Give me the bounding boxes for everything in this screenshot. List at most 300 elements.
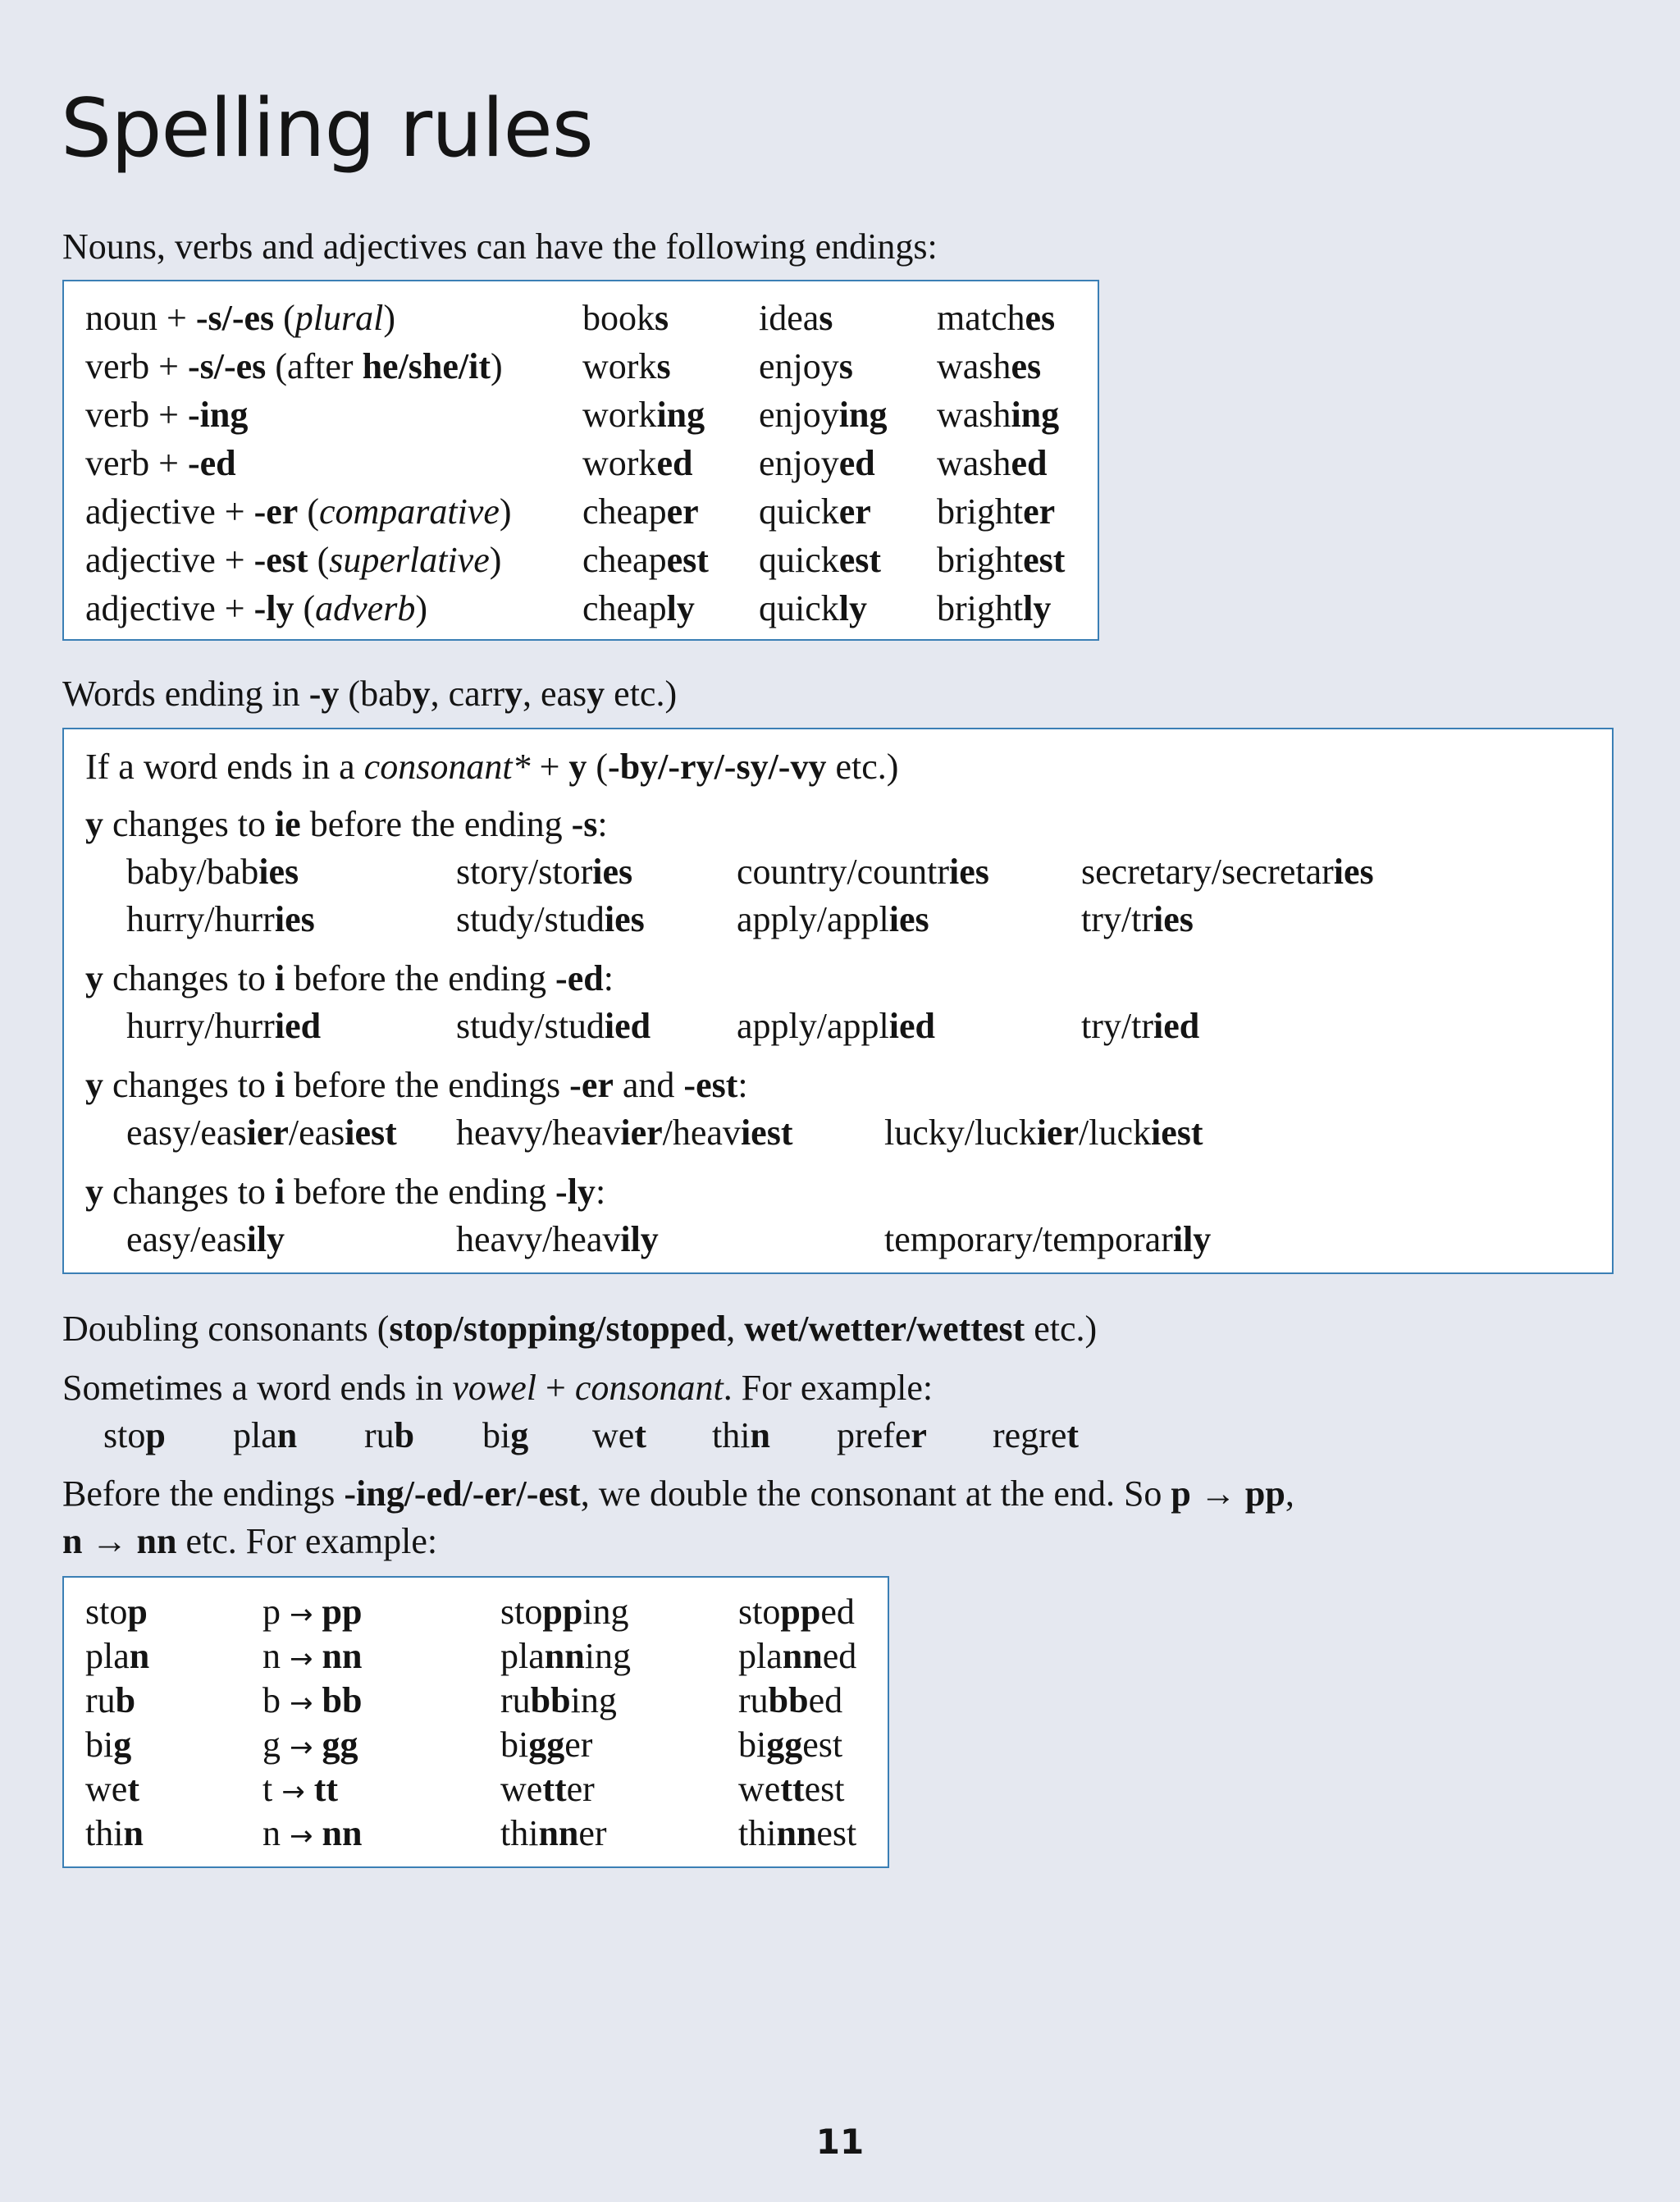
y-box-intro-part: y bbox=[568, 747, 587, 787]
double-form-1-part: ing bbox=[584, 1636, 631, 1676]
ending-example-part: er bbox=[1023, 491, 1056, 532]
ies-example bbox=[737, 849, 989, 895]
ies-example-part: ies bbox=[274, 899, 315, 939]
ending-example-part: cheap bbox=[582, 491, 667, 532]
arrow-icon: → bbox=[290, 1598, 313, 1631]
ending-example bbox=[582, 295, 669, 341]
example-word-part: b bbox=[394, 1415, 415, 1455]
ies-example-part: ies bbox=[949, 852, 989, 892]
single-letter: b bbox=[262, 1680, 281, 1720]
double-form-2-part: bi bbox=[738, 1725, 767, 1765]
rule-ier-iest-part: changes to bbox=[103, 1065, 275, 1105]
ies-example bbox=[456, 849, 632, 895]
ending-example bbox=[759, 441, 875, 487]
double-form-1-part: nn bbox=[538, 1813, 579, 1853]
page-number: 11 bbox=[815, 2122, 865, 2162]
double-form-1-part: er bbox=[566, 1769, 595, 1809]
doubling-explain-part: → bbox=[1190, 1473, 1245, 1514]
ies-example-part: baby/bab bbox=[126, 852, 259, 892]
ies-example bbox=[737, 897, 929, 943]
ending-example bbox=[937, 295, 1055, 341]
double-form-1-part: we bbox=[500, 1769, 543, 1809]
y-heading-part: y bbox=[504, 674, 523, 714]
ending-example-part: s bbox=[656, 346, 671, 386]
ending-rule-part: ) bbox=[383, 298, 396, 338]
ier-iest-example-part: ier bbox=[620, 1112, 663, 1153]
ending-example-part: ly bbox=[666, 588, 695, 628]
y-section-heading bbox=[62, 671, 677, 717]
ied-example-part: hurry/hurr bbox=[126, 1006, 275, 1046]
ied-example bbox=[456, 1003, 651, 1049]
ily-example-part: ily bbox=[246, 1219, 285, 1259]
doubling-intro-part: Sometimes a word ends in bbox=[62, 1368, 453, 1408]
ending-example bbox=[759, 489, 871, 535]
doubling-explain-part: p bbox=[1171, 1473, 1191, 1514]
y-heading-part: -y bbox=[308, 674, 340, 714]
y-box-intro-part: consonant* bbox=[363, 747, 531, 787]
y-box-intro-part: + bbox=[530, 747, 569, 787]
doubling-explain-part: etc. For example: bbox=[176, 1521, 438, 1561]
ending-rule-part: verb + bbox=[85, 443, 188, 483]
double-form-1 bbox=[500, 1811, 607, 1857]
ending-example bbox=[759, 537, 881, 583]
rule-ies-part: ie bbox=[274, 804, 301, 844]
rule-ier-iest-part: : bbox=[737, 1065, 748, 1105]
doubling-word-list bbox=[0, 1413, 1680, 1459]
doubling-heading-part: wet/wetter/wettest bbox=[744, 1309, 1025, 1349]
double-form-1-part: er bbox=[578, 1813, 607, 1853]
arrow-icon: → bbox=[290, 1687, 313, 1720]
y-heading-part: , eas bbox=[522, 674, 587, 714]
ies-example bbox=[456, 897, 645, 943]
page-title: Spelling rules bbox=[61, 82, 593, 176]
double-form-1-part: ing bbox=[570, 1680, 617, 1720]
example-word-part: we bbox=[592, 1415, 635, 1455]
ending-rule-part: ( bbox=[308, 540, 330, 580]
double-form-1-part: nn bbox=[544, 1636, 585, 1676]
double-consonant bbox=[262, 1722, 358, 1770]
double-base-word bbox=[85, 1589, 148, 1635]
ending-example bbox=[582, 392, 705, 438]
double-form-1 bbox=[500, 1633, 631, 1679]
double-form-1 bbox=[500, 1589, 629, 1635]
doubling-explain-part: nn bbox=[136, 1521, 177, 1561]
ending-example-part: es bbox=[1025, 298, 1056, 338]
doubling-explain-part: -ing/-ed/-er/-est bbox=[344, 1473, 581, 1514]
double-form-2 bbox=[738, 1722, 842, 1768]
double-form-2-part: est bbox=[816, 1813, 857, 1853]
ending-example-part: enjoy bbox=[759, 346, 839, 386]
ending-rule-part: verb + bbox=[85, 395, 188, 435]
double-base-word bbox=[85, 1633, 149, 1679]
ies-example-part: country/countr bbox=[737, 852, 950, 892]
example-word-part: regre bbox=[993, 1415, 1067, 1455]
double-form-2-part: thi bbox=[738, 1813, 777, 1853]
ily-example-part: ily bbox=[1172, 1219, 1212, 1259]
double-consonant bbox=[262, 1678, 362, 1726]
double-form-2 bbox=[738, 1766, 845, 1812]
ending-example-part: bright bbox=[937, 540, 1024, 580]
ies-example-part: ies bbox=[604, 899, 645, 939]
ending-rule bbox=[85, 537, 501, 583]
ending-example-part: er bbox=[666, 491, 699, 532]
endings-table bbox=[62, 280, 1099, 641]
doubled-letters: nn bbox=[322, 1636, 363, 1676]
intro-text: Nouns, verbs and adjectives can have the following endings: bbox=[62, 226, 938, 267]
example-word bbox=[837, 1413, 927, 1459]
ending-rule bbox=[85, 344, 503, 390]
ending-rule-part: adjective + bbox=[85, 588, 254, 628]
ending-example bbox=[937, 344, 1041, 390]
ies-example-part: ies bbox=[1333, 852, 1374, 892]
ies-example-part: ies bbox=[592, 852, 633, 892]
doubling-heading-part: stop/stopping/stopped bbox=[389, 1309, 727, 1349]
rule-ily-part: changes to bbox=[103, 1172, 275, 1212]
double-base-word-part: bi bbox=[85, 1725, 114, 1765]
double-form-1-part: er bbox=[564, 1725, 593, 1765]
y-heading-part: Words ending in bbox=[62, 674, 309, 714]
ending-example bbox=[759, 392, 887, 438]
ier-iest-example-part: easy/eas bbox=[126, 1112, 247, 1153]
ending-example-part: ed bbox=[1011, 443, 1048, 483]
y-box-intro-part: ( bbox=[587, 747, 609, 787]
ending-example-part: work bbox=[582, 443, 657, 483]
example-word bbox=[103, 1413, 166, 1459]
ending-rule-part: ) bbox=[415, 588, 427, 628]
double-form-2-part: ed bbox=[822, 1636, 857, 1676]
ending-example-part: quick bbox=[759, 491, 839, 532]
doubling-explain-part: , bbox=[1285, 1473, 1294, 1514]
rule-ied-part: changes to bbox=[103, 958, 275, 998]
double-form-1 bbox=[500, 1678, 617, 1724]
ending-example-part: er bbox=[838, 491, 871, 532]
ending-rule-part: noun + bbox=[85, 298, 196, 338]
ending-example-part: es bbox=[1011, 346, 1042, 386]
ending-rule-part: adjective + bbox=[85, 540, 254, 580]
ending-example-part: match bbox=[937, 298, 1025, 338]
ending-example-part: s bbox=[838, 346, 853, 386]
ending-example bbox=[937, 489, 1055, 535]
ending-rule-part: -est bbox=[253, 540, 308, 580]
ending-example-part: idea bbox=[759, 298, 819, 338]
ending-rule bbox=[85, 489, 512, 535]
ending-rule-part: he/she/it bbox=[362, 346, 491, 386]
ending-example-part: work bbox=[582, 346, 657, 386]
arrow-icon: → bbox=[290, 1642, 313, 1675]
doubling-heading-part: , bbox=[726, 1309, 745, 1349]
y-heading-part: , carr bbox=[430, 674, 504, 714]
rule-ier-iest bbox=[85, 1062, 748, 1108]
example-word bbox=[993, 1413, 1079, 1459]
ied-example-part: try/tr bbox=[1081, 1006, 1153, 1046]
doubling-intro bbox=[62, 1365, 933, 1411]
ending-rule-part: ( bbox=[298, 491, 319, 532]
rule-ies-part: y bbox=[85, 804, 103, 844]
double-base-word bbox=[85, 1722, 131, 1768]
ily-example-part: easy/eas bbox=[126, 1219, 247, 1259]
double-form-1-part: bi bbox=[500, 1725, 529, 1765]
example-word bbox=[233, 1413, 297, 1459]
ending-example-part: ing bbox=[656, 395, 705, 435]
double-consonant bbox=[262, 1811, 362, 1859]
ending-example bbox=[759, 344, 853, 390]
doubled-letters: gg bbox=[322, 1725, 358, 1765]
ied-example bbox=[126, 1003, 321, 1049]
double-consonant bbox=[262, 1589, 362, 1638]
ily-example-part: ily bbox=[620, 1219, 659, 1259]
double-base-word-part: pla bbox=[85, 1636, 130, 1676]
rule-ier-iest-part: y bbox=[85, 1065, 103, 1105]
ending-example-part: s bbox=[819, 298, 833, 338]
ies-example-part: story/stor bbox=[456, 852, 593, 892]
example-word-part: prefe bbox=[837, 1415, 911, 1455]
ily-example bbox=[884, 1217, 1211, 1263]
double-form-1-part: gg bbox=[528, 1725, 565, 1765]
double-form-1-part: ru bbox=[500, 1680, 531, 1720]
double-form-1-part: ing bbox=[582, 1592, 629, 1632]
doubling-heading-part: Doubling consonants ( bbox=[62, 1309, 390, 1349]
rule-ily-part: -ly bbox=[555, 1172, 596, 1212]
single-letter: p bbox=[262, 1592, 281, 1632]
double-form-2-part: gg bbox=[766, 1725, 803, 1765]
ending-example-part: est bbox=[666, 540, 709, 580]
ier-iest-example bbox=[456, 1110, 792, 1156]
doubling-intro-part: . For example: bbox=[723, 1368, 934, 1408]
ending-rule-part: adjective + bbox=[85, 491, 254, 532]
double-form-2-part: ed bbox=[820, 1592, 855, 1632]
doubling-heading bbox=[62, 1306, 1097, 1352]
example-word bbox=[364, 1413, 414, 1459]
example-word-part: t bbox=[634, 1415, 646, 1455]
double-base-word-part: p bbox=[127, 1592, 148, 1632]
ier-iest-example-part: iest bbox=[345, 1112, 397, 1153]
double-form-2-part: we bbox=[738, 1769, 781, 1809]
y-box-intro-part: -by/-ry/-sy/-vy bbox=[608, 747, 827, 787]
example-word-part: p bbox=[145, 1415, 166, 1455]
double-consonant bbox=[262, 1633, 362, 1682]
rule-ier-iest-part: i bbox=[274, 1065, 285, 1105]
doubling-explain-part: , we double the consonant at the end. So bbox=[580, 1473, 1171, 1514]
doubling-explain-line1 bbox=[62, 1471, 1294, 1517]
ied-example-part: ied bbox=[888, 1006, 935, 1046]
ending-rule-part: ) bbox=[499, 491, 512, 532]
double-base-word bbox=[85, 1811, 144, 1857]
ending-example-part: wash bbox=[937, 395, 1011, 435]
double-form-1-part: bb bbox=[530, 1680, 571, 1720]
ies-example bbox=[126, 849, 299, 895]
example-word-part: t bbox=[1066, 1415, 1080, 1455]
ending-rule bbox=[85, 295, 395, 341]
ending-example-part: quick bbox=[759, 588, 839, 628]
ending-rule-part: comparative bbox=[318, 491, 500, 532]
rule-ily-part: i bbox=[274, 1172, 285, 1212]
double-form-2-part: pla bbox=[738, 1636, 783, 1676]
rule-ies-part: : bbox=[597, 804, 608, 844]
rule-ies-part: before the ending bbox=[300, 804, 572, 844]
ending-rule-part: ( bbox=[294, 588, 316, 628]
double-form-2 bbox=[738, 1589, 855, 1635]
doubling-table bbox=[62, 1576, 889, 1868]
double-form-2-part: ed bbox=[808, 1680, 843, 1720]
ier-iest-example-part: /eas bbox=[288, 1112, 345, 1153]
ending-rule-part: ( bbox=[274, 298, 295, 338]
ies-example-part: ies bbox=[888, 899, 929, 939]
ied-example-part: ied bbox=[274, 1006, 322, 1046]
rule-ied-part: : bbox=[603, 958, 614, 998]
double-base-word-part: thi bbox=[85, 1813, 124, 1853]
double-form-2-part: sto bbox=[738, 1592, 781, 1632]
doubling-explain-part: → bbox=[82, 1521, 137, 1561]
doubled-letters: bb bbox=[322, 1680, 363, 1720]
double-base-word-part: n bbox=[123, 1813, 144, 1853]
double-base-word-part: t bbox=[127, 1769, 139, 1809]
double-form-1 bbox=[500, 1766, 595, 1812]
ending-rule-part: (after bbox=[266, 346, 363, 386]
y-box-intro-part: If a word ends in a bbox=[85, 747, 364, 787]
arrow-icon: → bbox=[290, 1731, 313, 1764]
double-base-word-part: n bbox=[129, 1636, 150, 1676]
y-box-intro-part: etc.) bbox=[826, 747, 899, 787]
example-word-part: ru bbox=[364, 1415, 395, 1455]
double-base-word-part: ru bbox=[85, 1680, 116, 1720]
double-form-2 bbox=[738, 1633, 856, 1679]
ies-example bbox=[1081, 849, 1374, 895]
y-box-intro bbox=[85, 744, 898, 790]
ies-example-part: apply/appl bbox=[737, 899, 889, 939]
ending-example-part: ed bbox=[838, 443, 875, 483]
ending-rule-part: superlative bbox=[329, 540, 490, 580]
ending-example-part: wash bbox=[937, 443, 1011, 483]
ending-example bbox=[582, 537, 709, 583]
ied-example-part: study/stud bbox=[456, 1006, 605, 1046]
ending-example-part: ing bbox=[838, 395, 888, 435]
ier-iest-example-part: /luck bbox=[1079, 1112, 1152, 1153]
single-letter: g bbox=[262, 1725, 281, 1765]
doubled-letters: tt bbox=[313, 1769, 339, 1809]
ending-example-part: bright bbox=[937, 491, 1024, 532]
double-base-word-part: sto bbox=[85, 1592, 128, 1632]
example-word-part: bi bbox=[482, 1415, 511, 1455]
ending-example-part: ed bbox=[656, 443, 693, 483]
ending-rule-part: -ing bbox=[188, 395, 249, 435]
rule-ily-part: : bbox=[595, 1172, 606, 1212]
ies-example bbox=[1081, 897, 1194, 943]
ies-example-part: study/stud bbox=[456, 899, 605, 939]
ending-example-part: quick bbox=[759, 540, 839, 580]
example-word-part: g bbox=[510, 1415, 529, 1455]
ies-example-part: try/tr bbox=[1081, 899, 1153, 939]
doubling-explain-line2 bbox=[62, 1519, 437, 1565]
ily-example bbox=[456, 1217, 659, 1263]
ending-example-part: ly bbox=[838, 588, 867, 628]
ending-rule bbox=[85, 586, 427, 632]
double-consonant bbox=[262, 1766, 338, 1815]
ending-example-part: wash bbox=[937, 346, 1011, 386]
ending-rule-part: -ly bbox=[253, 588, 294, 628]
double-form-2-part: ru bbox=[738, 1680, 769, 1720]
double-form-2-part: est bbox=[802, 1725, 843, 1765]
double-form-2-part: bb bbox=[768, 1680, 809, 1720]
ending-example-part: cheap bbox=[582, 588, 667, 628]
double-base-word-part: we bbox=[85, 1769, 128, 1809]
double-form-1-part: sto bbox=[500, 1592, 543, 1632]
example-word bbox=[592, 1413, 646, 1459]
double-form-2-part: nn bbox=[782, 1636, 823, 1676]
rule-ier-iest-part: -er bbox=[569, 1065, 614, 1105]
double-form-2-part: pp bbox=[780, 1592, 821, 1632]
double-form-2-part: est bbox=[804, 1769, 845, 1809]
double-form-2 bbox=[738, 1678, 842, 1724]
ending-example-part: ing bbox=[1011, 395, 1060, 435]
ending-rule bbox=[85, 441, 236, 487]
ending-example bbox=[937, 586, 1051, 632]
ending-example bbox=[759, 586, 867, 632]
ending-rule-part: ) bbox=[491, 346, 503, 386]
double-form-2 bbox=[738, 1811, 856, 1857]
doubling-explain-part: n bbox=[62, 1521, 83, 1561]
rule-ily-part: y bbox=[85, 1172, 103, 1212]
ending-rule-part: verb + bbox=[85, 346, 188, 386]
doubling-intro-part: vowel bbox=[452, 1368, 537, 1408]
ending-rule-part: -s/-es bbox=[195, 298, 275, 338]
doubling-explain-part: pp bbox=[1244, 1473, 1285, 1514]
ily-example-part: heavy/heav bbox=[456, 1219, 621, 1259]
rule-ied-part: -ed bbox=[555, 958, 604, 998]
doubling-intro-part: + bbox=[536, 1368, 575, 1408]
ending-example-part: ly bbox=[1023, 588, 1052, 628]
ier-iest-example bbox=[126, 1110, 397, 1156]
ied-example bbox=[1081, 1003, 1199, 1049]
double-base-word bbox=[85, 1766, 139, 1812]
ending-example-part: est bbox=[1023, 540, 1066, 580]
rule-ier-iest-part: and bbox=[613, 1065, 684, 1105]
ies-example-part: ies bbox=[258, 852, 299, 892]
y-heading-part: y bbox=[412, 674, 431, 714]
doubling-intro-part: consonant bbox=[574, 1368, 724, 1408]
rule-ies-part: changes to bbox=[103, 804, 275, 844]
y-rules-box bbox=[62, 728, 1614, 1274]
ending-example bbox=[582, 586, 695, 632]
ier-iest-example-part: lucky/luck bbox=[884, 1112, 1037, 1153]
rule-ies-part: -s bbox=[571, 804, 598, 844]
example-word bbox=[482, 1413, 528, 1459]
y-heading-part: y bbox=[587, 674, 605, 714]
double-form-1 bbox=[500, 1722, 592, 1768]
double-base-word-part: b bbox=[115, 1680, 136, 1720]
ier-iest-example-part: iest bbox=[1151, 1112, 1203, 1153]
ending-example bbox=[582, 344, 671, 390]
single-letter: t bbox=[262, 1769, 273, 1809]
double-base-word bbox=[85, 1678, 135, 1724]
example-word-part: r bbox=[911, 1415, 927, 1455]
rule-ied-part: y bbox=[85, 958, 103, 998]
ending-example-part: s bbox=[655, 298, 669, 338]
ending-rule-part: -ed bbox=[188, 443, 236, 483]
double-base-word-part: g bbox=[113, 1725, 132, 1765]
rule-ied-part: i bbox=[274, 958, 285, 998]
ily-example bbox=[126, 1217, 285, 1263]
single-letter: n bbox=[262, 1813, 281, 1853]
y-heading-part: (bab bbox=[339, 674, 413, 714]
ied-example-part: ied bbox=[1153, 1006, 1200, 1046]
example-word bbox=[712, 1413, 770, 1459]
ending-example bbox=[937, 537, 1065, 583]
doubled-letters: pp bbox=[322, 1592, 363, 1632]
rule-ies bbox=[85, 802, 608, 847]
single-letter: n bbox=[262, 1636, 281, 1676]
ending-example bbox=[582, 441, 692, 487]
ending-example-part: enjoy bbox=[759, 395, 839, 435]
